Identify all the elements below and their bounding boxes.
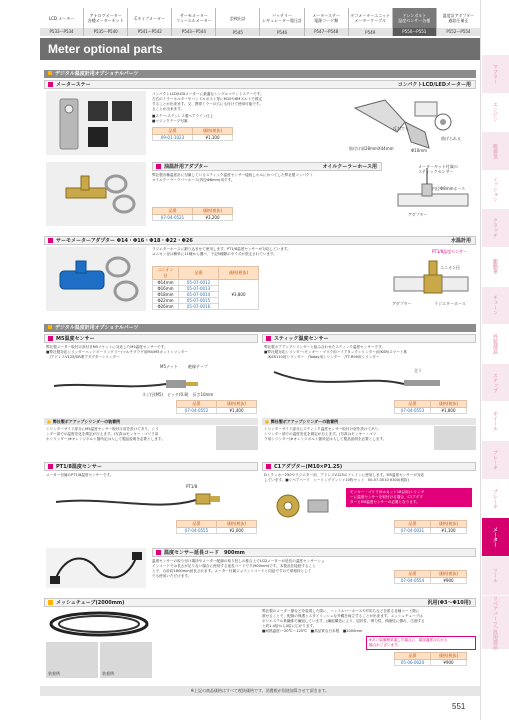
diagram-label: アダプター bbox=[408, 212, 428, 217]
diagram-label: 貼付け部28mmX44mm bbox=[349, 146, 394, 151]
c1-note-box: モンキー・ゴリラ(5ルカット18以用)シリンダ ーに温度センサーを取付ける場合、C1アダプ ターとM5温度センサーの必要となります。 bbox=[346, 488, 472, 507]
product-description: コンパクトLCD/LEDメーターに最適なシングルマウントステーです。 左右のミラーホルダーやハンドルポスト等にM10や8Mボルトで固定 することが出来ます。又、携帯ミラーの穴にも付けて使用可能です。 ることが出来ます。 bbox=[152, 92, 264, 111]
price-table bbox=[152, 266, 259, 310]
diagram-label: PT1/8温度センサー bbox=[432, 249, 468, 254]
nav-pages: P547～P548 bbox=[305, 28, 348, 36]
mesh-note: ※あい装備簡単違した場合に、端部適度は広がる 場合がございます。 bbox=[366, 636, 476, 650]
nav-pages: P543～P544 bbox=[172, 28, 215, 36]
mesh-tube-photo bbox=[46, 609, 152, 639]
diagram-label: ユニオン径 bbox=[440, 265, 460, 270]
footer-note: ※上記の商品価格はすべて税抜価格です。消費税が別途加算させて頂きます。 bbox=[40, 686, 480, 696]
nav-title: メーターステー 電源コード類 bbox=[312, 13, 340, 23]
col-header: 価格(税抜) bbox=[193, 128, 233, 135]
product-price: ¥1,800 bbox=[431, 408, 467, 414]
figure-label: 絶縁テープ bbox=[188, 364, 208, 369]
oil-adapter-image bbox=[46, 162, 146, 226]
nav-title: サーモメーター フューエルメーター bbox=[175, 13, 212, 23]
c1-adapter-image bbox=[268, 488, 338, 522]
extension-cord-photo bbox=[46, 548, 146, 588]
product-code: 05-07-0013 bbox=[179, 286, 219, 292]
col-header: 価格(税抜) bbox=[217, 401, 257, 408]
product-name: 温度センサー延長コード 900mm bbox=[156, 549, 245, 556]
stick-install-photo bbox=[434, 426, 476, 450]
product-code: 05-07-0014 bbox=[179, 292, 219, 298]
nav-title: アナログメーター 各種メーターキット bbox=[87, 13, 124, 23]
pt18-sensor-image bbox=[46, 482, 256, 518]
product-tag: 水温計用 bbox=[450, 238, 471, 244]
col-header: 品番 bbox=[153, 128, 193, 135]
diagram-label: 曲げられる bbox=[441, 136, 461, 141]
side-tab[interactable]: リペアパーツ/ 汎用部品 bbox=[482, 596, 509, 651]
product-header bbox=[44, 334, 258, 343]
side-tab[interactable]: エンジン bbox=[482, 94, 509, 133]
thermo-adapter-image bbox=[46, 247, 146, 311]
side-tab[interactable]: 駆動系 bbox=[482, 248, 509, 287]
price-table bbox=[176, 520, 257, 534]
price-table bbox=[394, 570, 467, 584]
product-code: 07-04-0521 bbox=[153, 215, 193, 221]
meter-stay-photo bbox=[46, 91, 146, 155]
spec-line: ■ステー:ステンレス製ヘアライン仕上 bbox=[152, 114, 214, 118]
nav-item[interactable] bbox=[84, 8, 128, 36]
page-banner: Meter optional parts bbox=[40, 38, 480, 60]
product-name: 油温計用アダプター bbox=[156, 163, 208, 170]
sub-header: ■ 弊社製ボアアップシリンダーの装着例 bbox=[262, 418, 476, 425]
product-code: 07-04-0554 bbox=[395, 578, 431, 584]
col-header: 価格(税抜) bbox=[431, 653, 467, 660]
col-header: 価格(税抜) bbox=[431, 571, 467, 578]
diagram-label: ラジエターホース bbox=[434, 301, 466, 306]
product-header bbox=[44, 80, 476, 89]
product-description: 温度センサーの取り付け場所やメーター配線の取り回しの都合上でLCDメーターが延長の温度センサーショ インコードでは長さが足りない場合に使用する延長コードです(900mm)です。本製品を接続すること とで、合計約1800mm延長されます。メーター付属ジョイントコードと同品ですので被相持として でも使用いただけます。 bbox=[152, 559, 325, 578]
union-size: Φ18mm bbox=[153, 292, 179, 298]
product-price: ¥3,800 bbox=[219, 280, 259, 310]
figure-label: 全う bbox=[414, 368, 422, 373]
stick-sensor-figure bbox=[264, 362, 474, 400]
nav-title: 歪検出計 bbox=[229, 15, 246, 21]
product-price: ¥900 bbox=[431, 660, 467, 666]
product-price: ¥900 bbox=[431, 578, 467, 584]
product-code: 05-06-0020 bbox=[395, 660, 431, 666]
product-tag: コンパクトLCD/LEDメーター用 bbox=[397, 82, 471, 88]
product-description: メーター付属のPT1/8温度センサーです。 bbox=[46, 473, 114, 477]
product-price: ¥1,100 bbox=[193, 135, 233, 141]
top-nav bbox=[40, 8, 480, 36]
thermo-adapter-diagram bbox=[388, 247, 474, 311]
union-size: Φ26mm bbox=[153, 304, 179, 310]
product-header bbox=[262, 334, 476, 343]
product-code: 07-04-0552 bbox=[177, 408, 217, 414]
section-header: デジタル温度計用オプショナルパーツ bbox=[44, 324, 476, 332]
diagram-label: 反対でも bbox=[393, 126, 409, 131]
diagram-label: 内径Φ8mmホース bbox=[432, 186, 466, 191]
product-header bbox=[44, 462, 258, 471]
product-code: 05-07-0015 bbox=[179, 298, 219, 304]
oil-adapter-photo bbox=[46, 162, 146, 226]
nav-item[interactable] bbox=[40, 8, 84, 36]
col-header: ユニオン径 bbox=[153, 267, 179, 280]
col-header: 価格(税抜) bbox=[431, 401, 467, 408]
side-tab[interactable]: 外装部品 bbox=[482, 325, 509, 364]
nav-item[interactable] bbox=[128, 8, 172, 36]
side-tab[interactable]: ホイール bbox=[482, 402, 509, 441]
c1-adapter-photo bbox=[268, 488, 338, 522]
nav-pages: P533～P534 bbox=[40, 28, 83, 36]
nav-pages: P546 bbox=[260, 28, 303, 36]
side-tab[interactable]: チェーン bbox=[482, 287, 509, 326]
nav-pages: P535～P540 bbox=[84, 28, 127, 36]
col-header: 品番 bbox=[395, 571, 431, 578]
price-table bbox=[394, 400, 467, 414]
col-header: 価格(税抜) bbox=[219, 267, 259, 280]
nav-item[interactable] bbox=[437, 8, 480, 36]
product-description: ラジエターホースに割り込ませて使用します。PT1/8温度センサーが対応しています。 ユニオン径は簡単に11種から選べ、下記5種類のサイズが設定されています。 bbox=[152, 247, 291, 256]
meter-stay-diagram bbox=[345, 92, 473, 156]
mesh-tube-image bbox=[46, 609, 152, 639]
diagram-label: アダプター bbox=[392, 301, 412, 306]
nav-item[interactable] bbox=[260, 8, 304, 36]
product-description: 弊社製各種温度計に付属しているスティック温度センサー接続しホルにかつてした弊社製コンパクト オイルクーラーラバーホース(内径Φ8mm)用です。 bbox=[152, 173, 314, 182]
product-header bbox=[44, 236, 476, 245]
col-header: 価格(税抜) bbox=[193, 208, 233, 215]
thermo-adapter-photo bbox=[46, 247, 146, 311]
price-table bbox=[152, 207, 233, 221]
product-price: ¥1,400 bbox=[217, 408, 257, 414]
product-header bbox=[44, 598, 476, 607]
product-description: 弊社製のメーター類などを装着した際に、ハンドルバーホースやIT用ちなどを派る各種コード類に 被せることで、配線の保護とスタイリッシュな外観を両立することが出来ます。メッシュチューブは ポリエステル系繊維で編組しています。(編組構造により、屈折性、弾力性、伸縮性に優れ、広縮する と約1.4倍から4倍に広がります。 bbox=[262, 609, 425, 628]
product-name: C1アダプター(M10×P1.25) bbox=[266, 463, 342, 470]
nav-pages: P549 bbox=[349, 28, 392, 36]
m5-install-photo bbox=[216, 426, 258, 450]
side-tabs bbox=[482, 55, 509, 650]
product-price: ¥3,200 bbox=[193, 215, 233, 221]
nav-item[interactable] bbox=[305, 8, 349, 36]
nav-item[interactable] bbox=[216, 8, 260, 36]
figure-label: ネジ径(M5) ピッチ(0.8) 長さ10mm bbox=[142, 392, 214, 397]
nav-title: タコメーターユニット メーターケーブル bbox=[350, 13, 391, 23]
product-code: 07-04-0553 bbox=[395, 408, 431, 414]
col-header: 品番 bbox=[395, 521, 431, 528]
col-header: 品番 bbox=[153, 208, 193, 215]
section-header: デジタル温度計用オプショナルパーツ bbox=[44, 70, 476, 78]
product-code: 05-07-0016 bbox=[179, 304, 219, 310]
nav-item[interactable] bbox=[349, 8, 393, 36]
nav-pages: P545 bbox=[216, 28, 259, 36]
product-name: サーモメーターアダプター Φ14・Φ16・Φ18・Φ22・Φ26 bbox=[48, 237, 193, 244]
figure-label: M5ナット bbox=[160, 364, 178, 369]
product-name: メッシュチューブ(2000mm) bbox=[48, 599, 124, 606]
product-header bbox=[152, 548, 476, 557]
col-header: 品番 bbox=[177, 521, 217, 528]
product-name: PT1/8温度センサー bbox=[48, 463, 102, 470]
side-tab[interactable]: マフラー bbox=[482, 55, 509, 94]
product-name: M5温度センサー bbox=[48, 335, 94, 342]
side-tab[interactable]: ツール bbox=[482, 557, 509, 596]
product-tag: オイルクーラーホース用 bbox=[322, 164, 377, 170]
product-code: 09-01-1023 bbox=[153, 135, 193, 141]
product-name: スティック温度センサー bbox=[266, 335, 329, 342]
stick-sensor-image bbox=[264, 362, 474, 400]
price-table bbox=[394, 652, 467, 666]
side-tab[interactable]: ミッション bbox=[482, 171, 509, 210]
nav-item-active[interactable] bbox=[393, 8, 437, 36]
diagram-label: メーターキット付属の スティックセンサー bbox=[418, 164, 458, 174]
side-divider bbox=[480, 0, 481, 720]
col-header: 品番 bbox=[177, 401, 217, 408]
page-number: 551 bbox=[452, 702, 466, 711]
product-header bbox=[262, 462, 476, 471]
price-table bbox=[176, 400, 257, 414]
nav-title: Cタイプメーター bbox=[134, 15, 165, 21]
nav-title: バッテリー レギュレーター電圧計 bbox=[262, 13, 303, 23]
nav-pages: P541～P542 bbox=[128, 28, 171, 36]
figure-label: PT1/8 bbox=[186, 484, 198, 489]
product-price: ¥2,000 bbox=[217, 528, 257, 534]
nav-title: 温度計アダプター 過給圧補正 bbox=[442, 13, 475, 23]
photo-caption: 装着例 bbox=[102, 671, 114, 676]
side-tab[interactable]: ブレーキ bbox=[482, 480, 509, 519]
pt18-sensor-figure bbox=[46, 482, 256, 518]
product-description: Dトラッカー250やラジエター用、アドレスV125のドレインに使用します。M5温度センサーが対応 しています。■リペアパーツ シーリングワッシャ10枚セット 00-07-0010 ¥300(税抜) bbox=[264, 473, 425, 482]
side-tab[interactable]: 吸排気 bbox=[482, 132, 509, 171]
m5-sensor-figure bbox=[46, 362, 256, 400]
col-header: 品番 bbox=[395, 653, 431, 660]
product-header bbox=[152, 162, 382, 171]
extension-cord-image bbox=[46, 548, 146, 588]
nav-pages: P552～P554 bbox=[437, 28, 480, 36]
nav-title: ドレンボルト 温度センサー各種 bbox=[393, 8, 436, 28]
side-tab[interactable]: ステップ bbox=[482, 364, 509, 403]
side-tab[interactable]: ブレーキ bbox=[482, 441, 509, 480]
price-table bbox=[394, 520, 467, 534]
product-price: ¥1,100 bbox=[431, 528, 467, 534]
product-description: 弊社製ボアアップシリンダーと組み合わせたスティック温度センサーです。 ■弊社製対応シリンダー:モンキー・ゴリラ用ハイアタックシリンダー(用KSR/スマート系 /KSR110用シリンダー /Today用シリンダー /TT-R90用シリンダー bbox=[264, 345, 408, 359]
oil-adapter-diagram bbox=[388, 162, 474, 226]
photo-caption: 装着例 bbox=[48, 671, 60, 676]
product-code: 07-04-0031 bbox=[395, 528, 431, 534]
sub-description: シリンダーサイド部分にスティック温度センサー取付け部を設けてあり、 シリンダー部での温度変化を測定が行えます。(写真はモンキー・ゴリ ラ用シリンダー)※オレンジボルト箇所記は入して製品説明を必要とします。 bbox=[264, 427, 387, 441]
nav-item[interactable] bbox=[172, 8, 216, 36]
spec-line: ■耐熱温度:−20℃～120℃ ■高品質な日本製 ■2000mm bbox=[262, 629, 363, 633]
union-size: Φ16mm bbox=[153, 286, 179, 292]
product-tag: 汎用(Φ3～Φ10用) bbox=[427, 600, 471, 606]
nav-pages: P550～P551 bbox=[393, 28, 436, 36]
spec-line: ■マジックテープ付属 bbox=[152, 119, 188, 123]
sub-description: シリンダーサイド部分にM5温度センサー取付け部を設けてあり、シリ ンダー部での温度変化を測定が行えます。(写真はモンキー・ゴリラ用 ホシリンダー)※オレンジボルト箇所記は入して製品説明を必要とします。 bbox=[46, 427, 165, 441]
sub-header: ■ 弊社製ボアアップシリンダーの装着例 bbox=[44, 418, 258, 425]
meter-stay-image bbox=[46, 91, 146, 155]
side-tab-active[interactable]: メーター bbox=[482, 518, 509, 557]
col-header: 価格(税抜) bbox=[431, 521, 467, 528]
col-header: 品番 bbox=[395, 401, 431, 408]
union-size: Φ22mm bbox=[153, 298, 179, 304]
diagram-label: Φ10mm bbox=[411, 148, 428, 153]
product-code: 05-07-0012 bbox=[179, 280, 219, 286]
price-table bbox=[152, 127, 233, 141]
nav-title: LCD メーター bbox=[48, 15, 75, 21]
product-description: 弊社製メーター取付け部付きM5ソケットに対応したM5温度センサーです。 ■弊社製対応シリンダーヘッドボーリングリー/マルチプラグ用M4/M5カットシリンダー /アドレスV125/GR系アダプターシリンダー bbox=[46, 345, 188, 359]
union-size: Φ14mm bbox=[153, 280, 179, 286]
side-tab[interactable]: クラッチ bbox=[482, 209, 509, 248]
product-name: メーターステー bbox=[48, 81, 91, 88]
product-code: 07-04-0555 bbox=[177, 528, 217, 534]
col-header: 価格(税抜) bbox=[217, 521, 257, 528]
col-header: 品番 bbox=[179, 267, 219, 280]
